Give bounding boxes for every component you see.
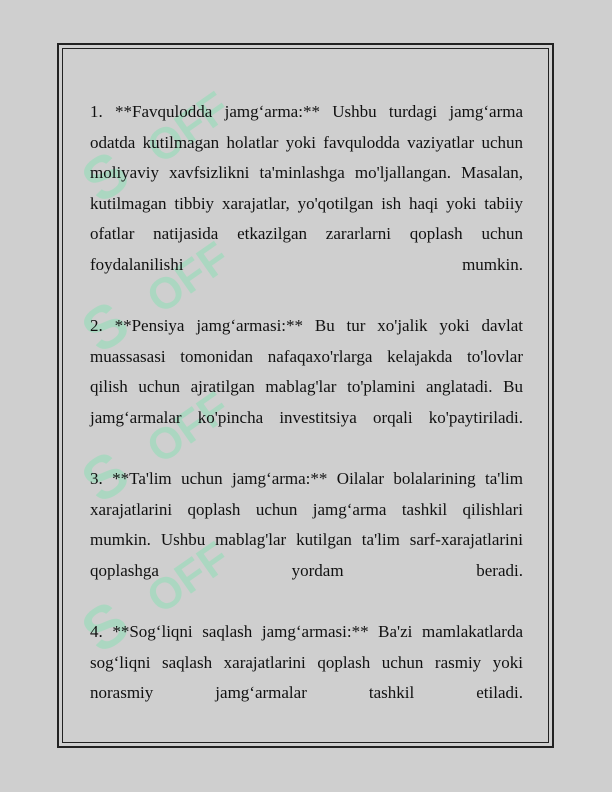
svg-text:S: S (70, 587, 141, 666)
svg-text:OFF: OFF (138, 82, 239, 174)
svg-text:OFF: OFF (138, 532, 239, 624)
paragraph-education-fund: 3. **Ta'lim uchun jamg‘arma:** Oilalar bolalarining ta'lim xarajatlarini qoplash uchun jamg‘arma tashkil qilishlari mumkin. Ushbu mablag'lar kutilgan ta'lim sarf-xarajatlarini qoplashga yordam beradi. (90, 469, 523, 580)
svg-text:S: S (70, 287, 141, 366)
paragraph-health-fund: 4. **Sog‘liqni saqlash jamg‘armasi:** Ba'zi mamlakatlarda sog‘liqni saqlash xarajatlarini qoplash uchun rasmiy yoki norasmiy jamg‘armalar tashkil etiladi. (90, 622, 523, 702)
paragraph-pension-fund: 2. **Pensiya jamg‘armasi:** Bu tur xo'jalik yoki davlat muassasasi tomonidan nafaqaxo'rlarga kelajakda to'lovlar qilish uchun ajratilgan mablag'lar to'plamini anglatadi. Bu jamg‘armalar ko'pincha investitsiya orqali ko'paytiriladi. (90, 316, 523, 427)
document-body (90, 97, 523, 740)
svg-text:S: S (70, 137, 141, 216)
paragraph-emergency-fund: 1. **Favqulodda jamg‘arma:** Ushbu turdagi jamg‘arma odatda kutilmagan holatlar yoki favqulodda vaziyatlar uchun moliyaviy xavfsizlikni ta'minlashga mo'ljallangan. Masalan, kutilmagan tibbiy xarajatlar, yo'qotilgan ish haqi yoki tabiiy ofatlar natijasida etkazilgan zararlarni qoplash uchun foydalanilishi mumkin. (90, 102, 523, 274)
svg-text:S: S (70, 437, 141, 516)
svg-text:OFF: OFF (138, 382, 239, 474)
svg-text:OFF: OFF (138, 232, 239, 324)
